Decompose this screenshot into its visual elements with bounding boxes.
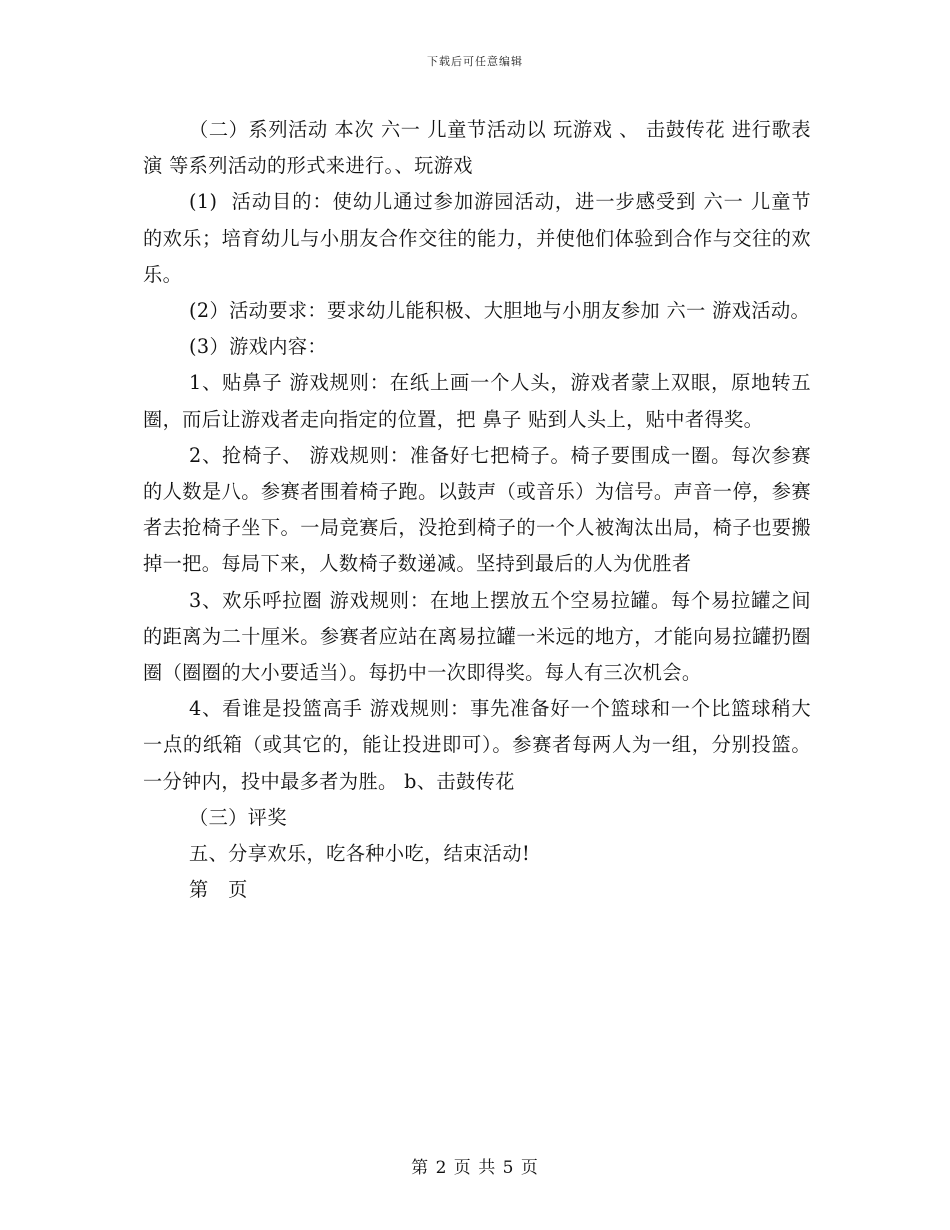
paragraph-sharing: 五、分享欢乐，吃各种小吃，结束活动!: [189, 842, 531, 866]
page-header: 下载后可任意编辑: [427, 55, 523, 68]
paragraph-activities-intro: （二）系列活动 本次 六一 儿童节活动以 玩游戏 、 击鼓传花 进行歌表演 等系列活动的形式来进行。、玩游戏: [143, 118, 811, 178]
paragraph-page-marker: 第 页: [189, 878, 248, 902]
document-body: [143, 112, 811, 908]
paragraph-game-1: 1、贴鼻子 游戏规则：在纸上画一个人头，游戏者蒙上双眼，原地转五圈，而后让游戏者走向指定的位置，把 鼻子 贴到人头上，贴中者得奖。: [143, 371, 811, 431]
paragraph-activity-goal: (1) 活动目的：使幼儿通过参加游园活动，进一步感受到 六一 儿童节的欢乐；培育幼儿与小朋友合作交往的能力，并使他们体验到合作与交往的欢乐。: [143, 190, 811, 286]
paragraph-game-content-heading: (3）游戏内容：: [189, 335, 328, 359]
paragraph-game-3: 3、欢乐呼拉圈 游戏规则：在地上摆放五个空易拉罐。每个易拉罐之间的距离为二十厘米。参赛者应站在离易拉罐一米远的地方，才能向易拉罐扔圈圈（圈圈的大小要适当）。每扔中一次即得奖。每人有三次机会。: [143, 588, 811, 685]
paragraph-activity-requirements: (2）活动要求：要求幼儿能积极、大胆地与小朋友参加 六一 游戏活动。: [189, 299, 811, 323]
page-footer: 第 2 页 共 5 页: [411, 1158, 539, 1178]
paragraph-game-2: 2、抢椅子、 游戏规则：准备好七把椅子。椅子要围成一圈。每次参赛的人数是八。参赛者围着椅子跑。以鼓声（或音乐）为信号。声音一停，参赛者去抢椅子坐下。一局竞赛后，没抢到椅子的一个人被淘汰出局，椅子也要搬掉一把。每局下来，人数椅子数递减。坚持到最后的人为优胜者: [143, 443, 811, 576]
paragraph-game-4: 4、看谁是投篮高手 游戏规则：事先准备好一个篮球和一个比篮球稍大一点的纸箱（或其它的，能让投进即可）。参赛者每两人为一组，分别投篮。一分钟内，投中最多者为胜。 b、击鼓传花: [143, 697, 811, 793]
paragraph-awards: （三）评奖: [189, 805, 287, 829]
